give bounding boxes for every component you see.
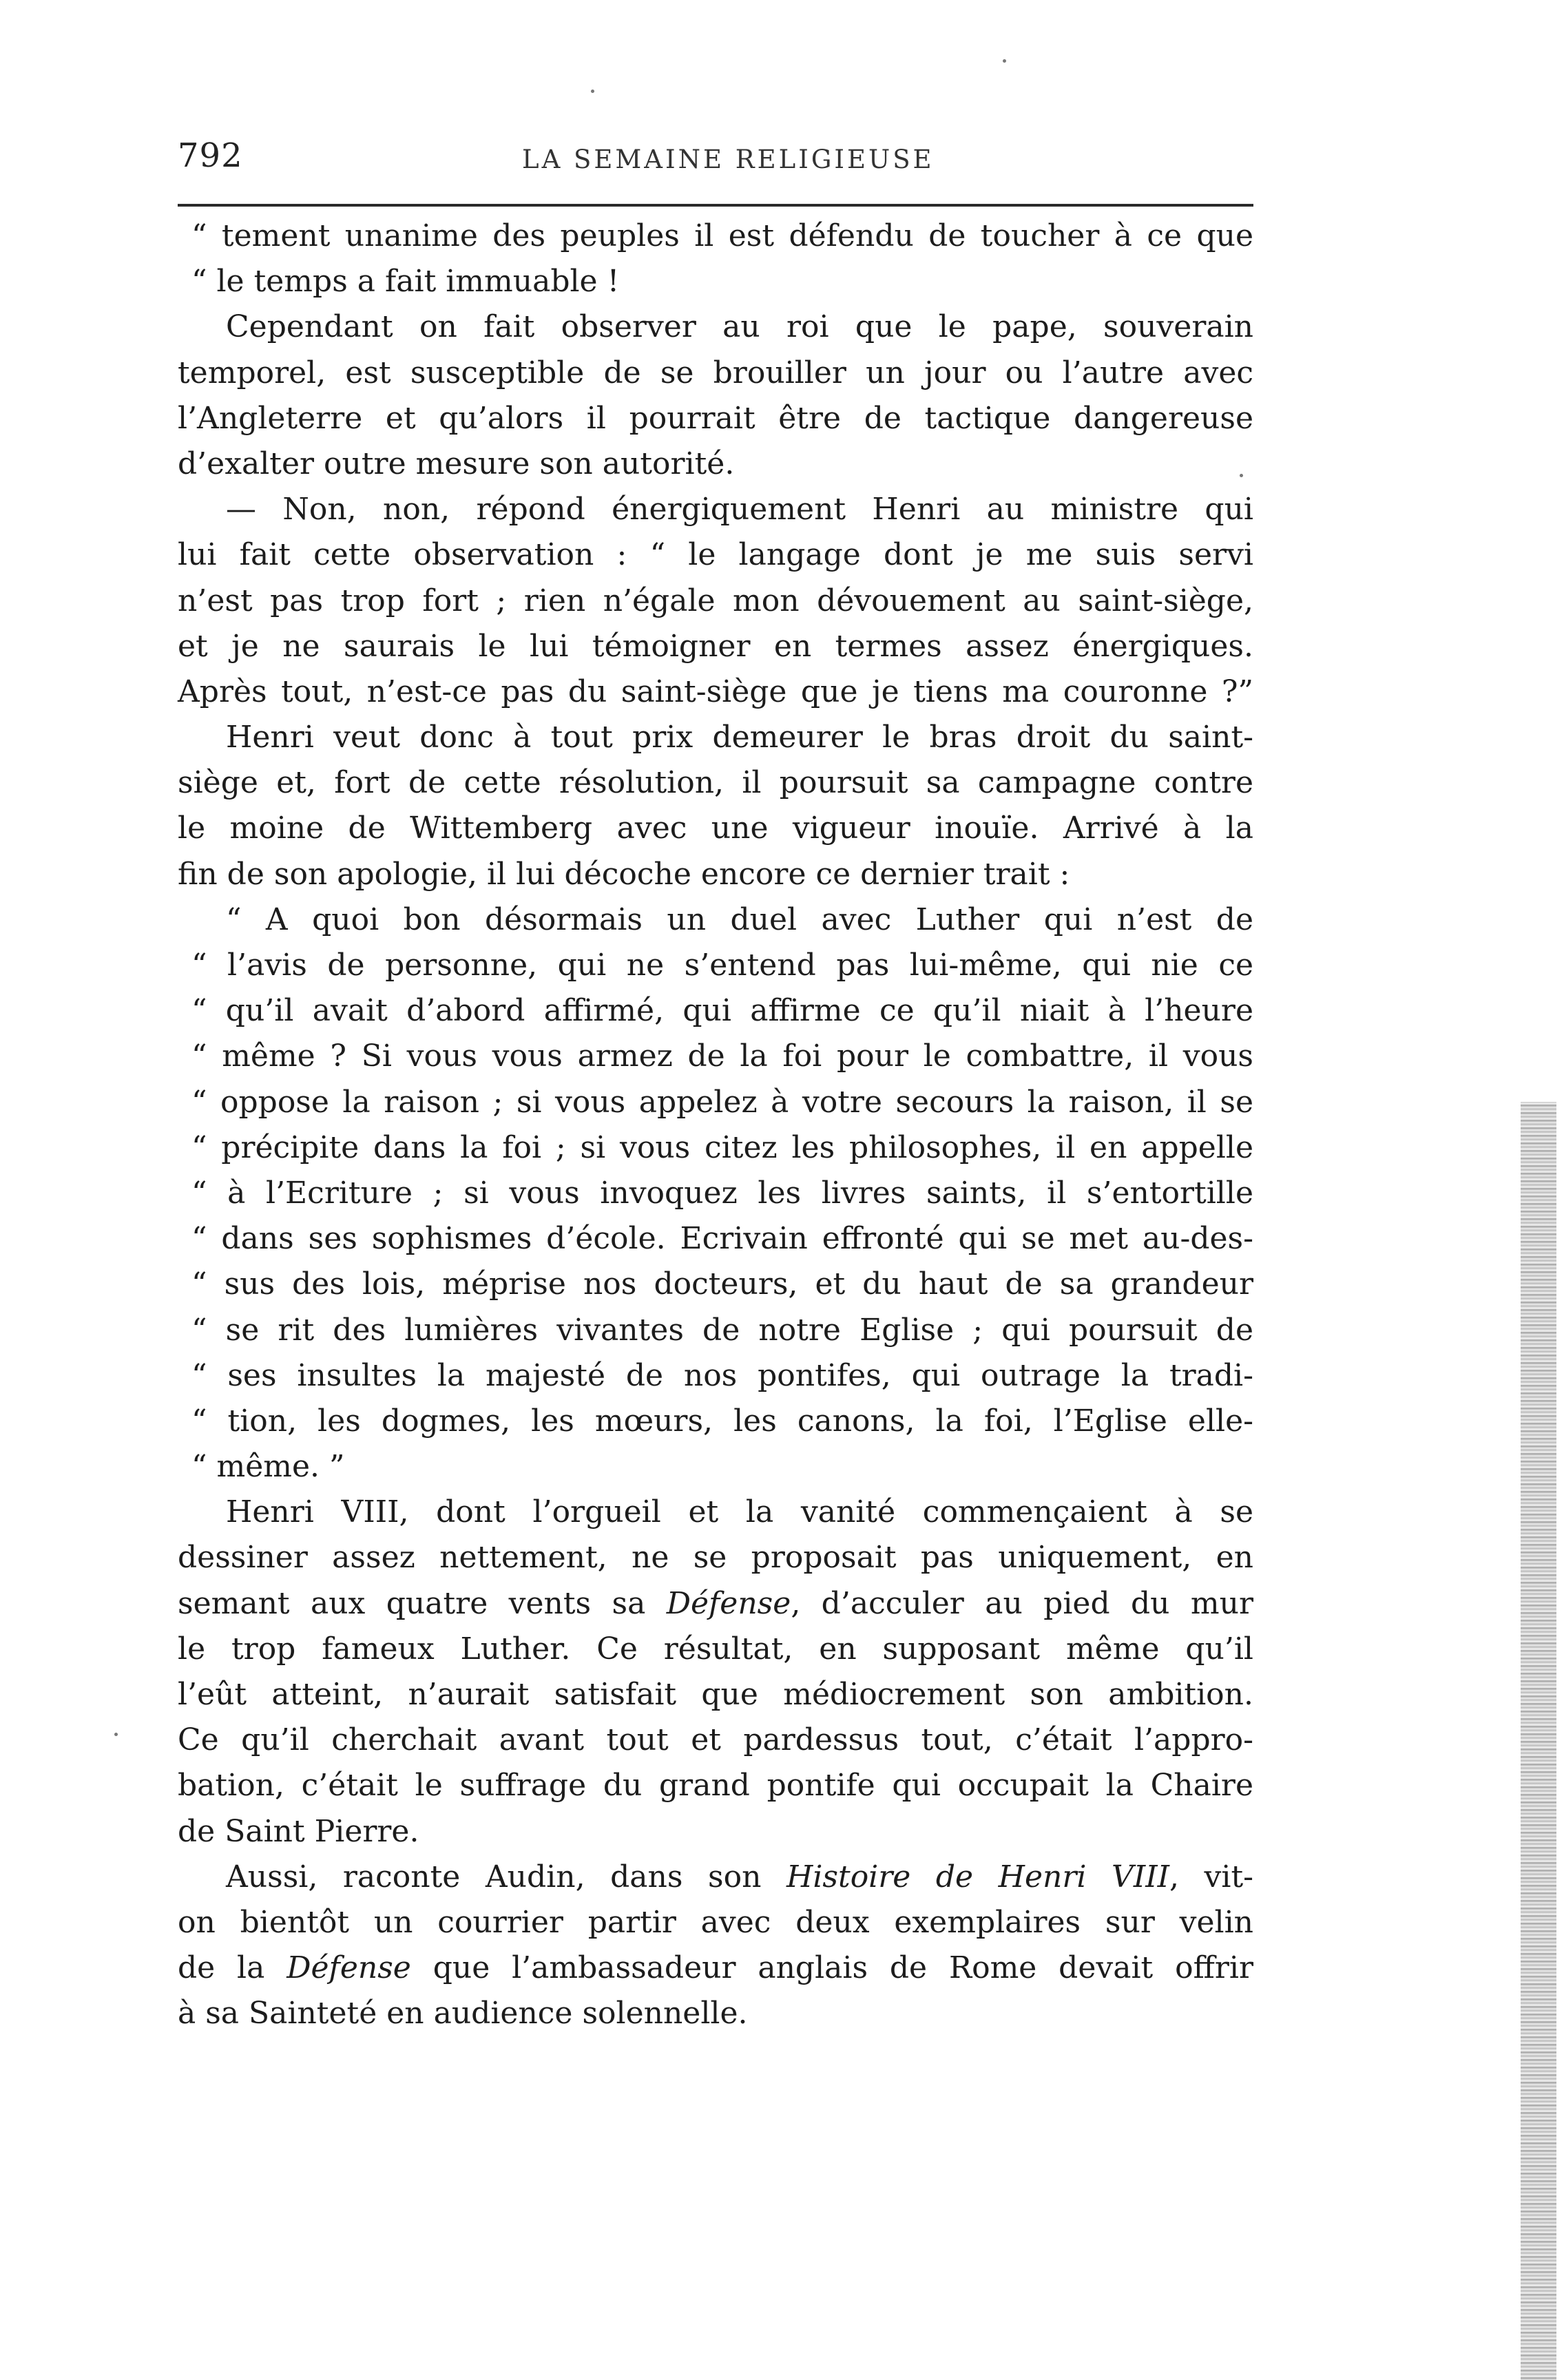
text-line: Après tout, n’est-ce pas du saint-siège que je tiens ma couronne ?” [178,674,1253,709]
text-line: on bientôt un courrier partir avec deux exemplaires sur velin [178,1904,1253,1940]
text-line: de Saint Pierre. [178,1813,419,1849]
text-segment: semant aux quatre vents sa [178,1585,646,1621]
scan-speck [1240,474,1243,477]
text-line: à sa Sainteté en audience solennelle. [178,1996,748,2032]
text-line: d’exalter outre mesure son autorité. [178,446,735,481]
body-text [178,213,1253,2037]
text-line: n’est pas trop fort ; rien n’égale mon dévouement au saint-siège, [178,583,1253,618]
text-line: bation, c’était le suffrage du grand pontife qui occupait la Chaire [178,1768,1253,1804]
text-line [178,1581,1253,1627]
quote-line: “ même ? Si vous vous armez de la foi pour le combattre, il vous [191,1038,1253,1074]
text-line: “ tement unanime des peuples il est défendu de toucher à ce que [191,218,1253,253]
text-segment: de la [178,1950,265,1986]
text-line: — Non, non, répond énergiquement Henri au ministre qui [226,492,1253,528]
text-line: fin de son apologie, il lui décoche encore ce dernier trait : [178,856,1070,892]
quote-line: “ précipite dans la foi ; si vous citez les philosophes, il en appelle [191,1129,1253,1165]
binding-edge [1521,1102,1556,2380]
quote-line: “ sus des lois, méprise nos docteurs, et du haut de sa grandeur [191,1266,1253,1302]
text-segment: que l’ambassadeur anglais de Rome devait offrir [432,1950,1253,1986]
scan-speck [591,90,594,93]
italic-title: Histoire de Henri VIII [786,1859,1169,1894]
page-header [178,136,1253,185]
quote-line: “ ses insultes la majesté de nos pontifes, qui outrage la tradi- [191,1357,1253,1393]
text-line: lui fait cette observation : “ le langage dont je me suis servi [178,537,1253,573]
quote-line: “ A quoi bon désormais un duel avec Luther qui n’est de [226,901,1253,937]
quote-line: “ tion, les dogmes, les mœurs, les canons, la foi, l’Eglise elle- [191,1403,1253,1439]
scan-speck [114,1733,118,1736]
quote-line: “ se rit des lumières vivantes de notre Eglise ; qui poursuit de [191,1312,1253,1348]
text-line: temporel, est susceptible de se brouiller un jour ou l’autre avec [178,355,1253,390]
text-line [178,1855,1253,1900]
text-line: dessiner assez nettement, ne se proposait pas uniquement, en [178,1540,1253,1576]
quote-line: “ oppose la raison ; si vous appelez à votre secours la raison, il se [191,1084,1253,1120]
text-line [178,1945,1253,1991]
page-number: 792 [178,136,243,175]
italic-title: Défense [666,1585,791,1621]
running-title: LA SEMAINE RELIGIEUSE [522,145,935,174]
text-line: “ le temps a fait immuable ! [191,264,620,300]
header-rule [178,204,1253,207]
quote-line: “ à l’Ecriture ; si vous invoquez les livres saints, il s’entortille [191,1175,1253,1211]
text-line: le trop fameux Luther. Ce résultat, en supposant même qu’il [178,1631,1253,1667]
text-line: l’Angleterre et qu’alors il pourrait être de tactique dangereuse [178,400,1253,436]
scan-speck [1003,59,1006,63]
text-segment: Aussi, raconte Audin, dans son [226,1859,762,1894]
text-line: et je ne saurais le lui témoigner en termes assez énergiques. [178,628,1253,664]
text-line: Ce qu’il cherchait avant tout et pardessus tout, c’était l’appro- [178,1722,1253,1758]
text-line: le moine de Wittemberg avec une vigueur inouïe. Arrivé à la [178,811,1253,846]
text-segment: , vit- [1169,1859,1253,1894]
quote-line: “ même. ” [191,1449,345,1485]
text-line: l’eût atteint, n’aurait satisfait que médiocrement son ambition. [178,1677,1253,1712]
text-line: Henri VIII, dont l’orgueil et la vanité commençaient à se [226,1494,1253,1530]
text-line: siège et, fort de cette résolution, il poursuit sa campagne contre [178,765,1253,801]
text-line: Henri veut donc à tout prix demeurer le bras droit du saint- [226,720,1253,755]
quote-line: “ l’avis de personne, qui ne s’entend pas lui-même, qui nie ce [191,948,1253,983]
text-segment: , d’acculer au pied du mur [791,1585,1253,1621]
italic-title: Défense [286,1950,411,1986]
text-line: Cependant on fait observer au roi que le pape, souverain [226,309,1253,345]
quote-line: “ qu’il avait d’abord affirmé, qui affirme ce qu’il niait à l’heure [191,993,1253,1029]
quote-line: “ dans ses sophismes d’école. Ecrivain effronté qui se met au-des- [191,1221,1253,1257]
